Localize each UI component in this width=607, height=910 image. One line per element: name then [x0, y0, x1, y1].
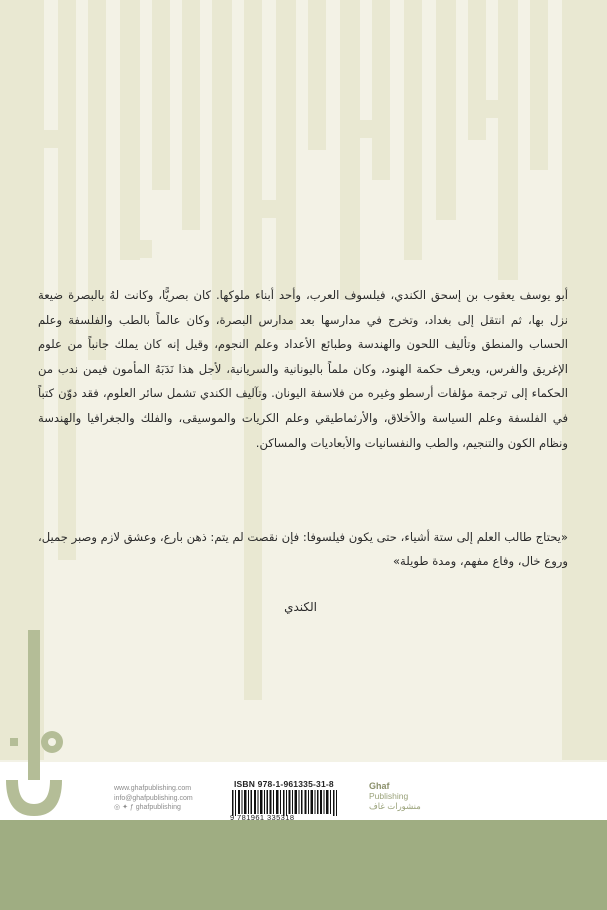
social-handle[interactable]: [114, 803, 193, 813]
stripe: [372, 0, 390, 180]
stripe: [468, 0, 486, 140]
instagram-icon: ◎: [114, 804, 121, 811]
ghaf-logo-icon: [0, 630, 70, 820]
social-handle-text: ghafpublishing: [135, 804, 181, 811]
email-link[interactable]: info@ghafpublishing.com: [114, 794, 193, 802]
quote-author: الكندي: [284, 600, 317, 614]
isbn-label: ISBN 978-1-961335-31-8: [234, 779, 334, 789]
stripe-link: [44, 130, 58, 148]
stripe: [58, 0, 76, 560]
publisher-mark: [369, 781, 421, 812]
stripe: [498, 0, 518, 280]
stripe: [308, 0, 326, 150]
publisher-name: Ghaf: [369, 781, 390, 791]
contact-info: [114, 784, 193, 813]
barcode-digits: 9 781961 335318: [230, 813, 295, 822]
stripe: [276, 0, 296, 330]
stripe: [340, 0, 360, 300]
author-quote: «يحتاج طالب العلم إلى ستة أشياء، حتى يكون فيلسوفا: فإن نقصت لم يتم: ذهن بارع، وعشق لازم وصبر جميل، وروع خال، وفاع مفهم، ومدة طويلة»: [38, 530, 568, 568]
website-link[interactable]: www.ghafpublishing.com: [114, 785, 192, 792]
stripe: [562, 0, 607, 760]
author-bio: أبو يوسف يعقوب بن إسحق الكندي، فيلسوف العرب، وأحد أبناء ملوكها. كان بصريًّا، وكانت لهُ بالبصرة ضيعة نزل بها، ثم انتقل إلى بغداد، وتخرج في مدارسها بعد مدارس البصرة، وكان عالماً بالطب والفلسفة وعلم الحساب والمنطق وتأليف اللحون والهندسة وطبائع الأعداد وعلم النجوم، وقيل إنه كان يملك جانباً من علوم الإغريق والفرس، ويعرف حكمة الهنود، وكان ملماً باليونانية والسريانية، لأجل هذا نَدَبَهُ المأمون فيمن ندب من الحكماء إلى ترجمة مؤلفات أرسطو وغيره من فلاسفة اليونان. وتآليف الكندي تشمل سائر العلوم، فقد دوّن كتباً في الفلسفة وعلم السياسة والأخلاق، والأرثماطيقي وعلم الكريات والموسيقى، والفلك والجغرافيا والهندسة ونظام الكون والتنجيم، والطب والنفسانيات والأبعاديات والمساكن.: [38, 288, 568, 450]
publisher-sub: Publishing: [369, 791, 409, 801]
stripe-link: [262, 200, 276, 218]
twitter-icon: ✦: [122, 804, 128, 811]
stripe: [182, 0, 200, 230]
footer-color-band: [0, 820, 607, 910]
stripe: [404, 0, 422, 260]
publisher-arabic: منشورات غاف: [369, 801, 421, 811]
stripe-link: [486, 100, 498, 118]
stripe: [120, 0, 140, 260]
stripe: [436, 0, 456, 220]
stripe: [152, 0, 170, 190]
facebook-icon: ƒ: [129, 804, 134, 811]
stripe-link: [360, 120, 372, 138]
stripe-link: [140, 240, 152, 258]
stripe: [530, 0, 548, 170]
